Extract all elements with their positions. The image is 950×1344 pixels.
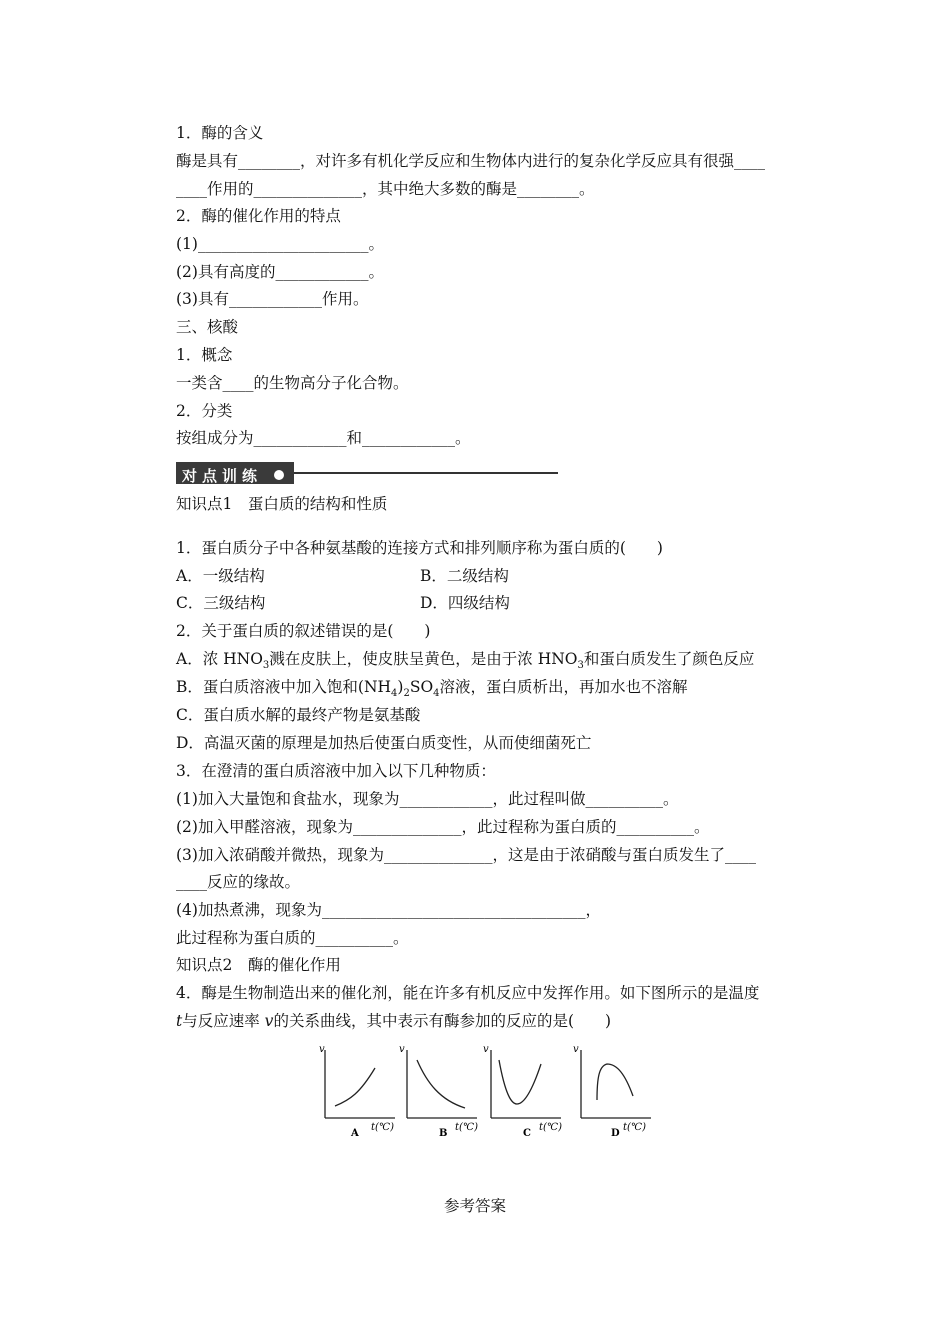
chart-d	[573, 1044, 651, 1139]
section-heading-nucleic-acid: 三、核酸	[176, 318, 239, 336]
question-1-stem: 1．蛋白质分子中各种氨基酸的连接方式和排列顺序称为蛋白质的( )	[176, 539, 663, 557]
y-axis-label: v	[319, 1044, 325, 1055]
heading-enzyme-meaning: 1．酶的含义	[176, 124, 264, 142]
chart-label: C	[523, 1128, 531, 1139]
banner-label: 对点训练	[182, 467, 263, 485]
chart-c	[483, 1044, 562, 1139]
y-axis-label: v	[483, 1044, 489, 1055]
q3-part-4: (4)加热煮沸，现象为__________________________________，	[176, 901, 601, 919]
x-axis-label: t(℃)	[623, 1122, 647, 1133]
question-3-stem: 3．在澄清的蛋白质溶液中加入以下几种物质：	[176, 762, 496, 780]
bullet-icon	[274, 470, 284, 480]
knowledge-point-2: 知识点2 酶的催化作用	[176, 956, 341, 974]
q1-option-c: C．三级结构	[176, 594, 266, 612]
heading-classification: 2．分类	[176, 402, 233, 420]
q2-option-b: B．蛋白质溶液中加入饱和$(NH_4)_2SO_4$溶液，蛋白质析出，再加水也不溶解	[176, 678, 688, 700]
q3-part-1: (1)加入大量饱和食盐水，现象为____________，此过程叫做__________。	[176, 790, 679, 808]
text-line: 按组成分为____________和____________。	[176, 429, 471, 447]
text-line: (3)具有____________作用。	[176, 290, 369, 308]
practice-banner	[176, 460, 558, 486]
x-axis-label: t(℃)	[455, 1122, 479, 1133]
text-line: 一类含____的生物高分子化合物。	[176, 374, 409, 392]
y-axis-label: v	[573, 1044, 579, 1055]
text-line: (2)具有高度的____________。	[176, 263, 384, 281]
chart-label: B	[439, 1128, 448, 1139]
q3-part-4-cont: 此过程称为蛋白质的__________。	[176, 929, 409, 947]
question-4-line-2: t与反应速率 v的关系曲线，其中表示有酶参加的反应的是( )	[176, 1012, 612, 1030]
q3-part-3-cont: ____反应的缘故。	[176, 873, 301, 891]
chart-label: D	[611, 1128, 620, 1139]
q2-option-c: C．蛋白质水解的最终产物是氨基酸	[176, 706, 421, 724]
text-line: (1)______________________。	[176, 235, 384, 253]
text-line: ____作用的______________，其中绝大多数的酶是________。	[176, 180, 595, 198]
q1-option-b: B．二级结构	[420, 567, 509, 585]
knowledge-point-1: 知识点1 蛋白质的结构和性质	[176, 495, 388, 513]
question-4-line-1: 4．酶是生物制造出来的催化剂，能在许多有机反应中发挥作用。如下图所示的是温度	[176, 984, 760, 1002]
text-line: 酶是具有________，对许多有机化学反应和生物体内进行的复杂化学反应具有很强____	[176, 152, 766, 170]
q1-option-d: D．四级结构	[420, 594, 510, 612]
chart-label: A	[351, 1128, 359, 1139]
x-axis-label: t(℃)	[539, 1122, 563, 1133]
heading-concept: 1．概念	[176, 346, 233, 364]
heading-enzyme-features: 2．酶的催化作用的特点	[176, 207, 341, 225]
q3-part-2: (2)加入甲醛溶液，现象为______________，此过程称为蛋白质的__________。	[176, 818, 710, 836]
banner-box	[176, 462, 294, 484]
q1-option-a: A．一级结构	[176, 567, 265, 585]
q2-option-a: A．浓 $HNO_3$溅在皮肤上，使皮肤呈黄色，是由于浓 $HNO_3$和蛋白质发生了颜色反应	[176, 650, 755, 672]
chart-b	[399, 1044, 478, 1139]
answer-title: 参考答案	[443, 1197, 506, 1215]
temperature-rate-charts	[305, 1038, 665, 1148]
y-axis-label: v	[399, 1044, 405, 1055]
question-2-stem: 2．关于蛋白质的叙述错误的是( )	[176, 622, 431, 640]
x-axis-label: t(℃)	[371, 1122, 395, 1133]
banner-rule	[294, 472, 558, 474]
chart-a	[319, 1044, 395, 1139]
q2-option-d: D．高温灭菌的原理是加热后使蛋白质变性，从而使细菌死亡	[176, 734, 592, 752]
q3-part-3: (3)加入浓硝酸并微热，现象为______________，这是由于浓硝酸与蛋白质发生了____	[176, 846, 756, 864]
